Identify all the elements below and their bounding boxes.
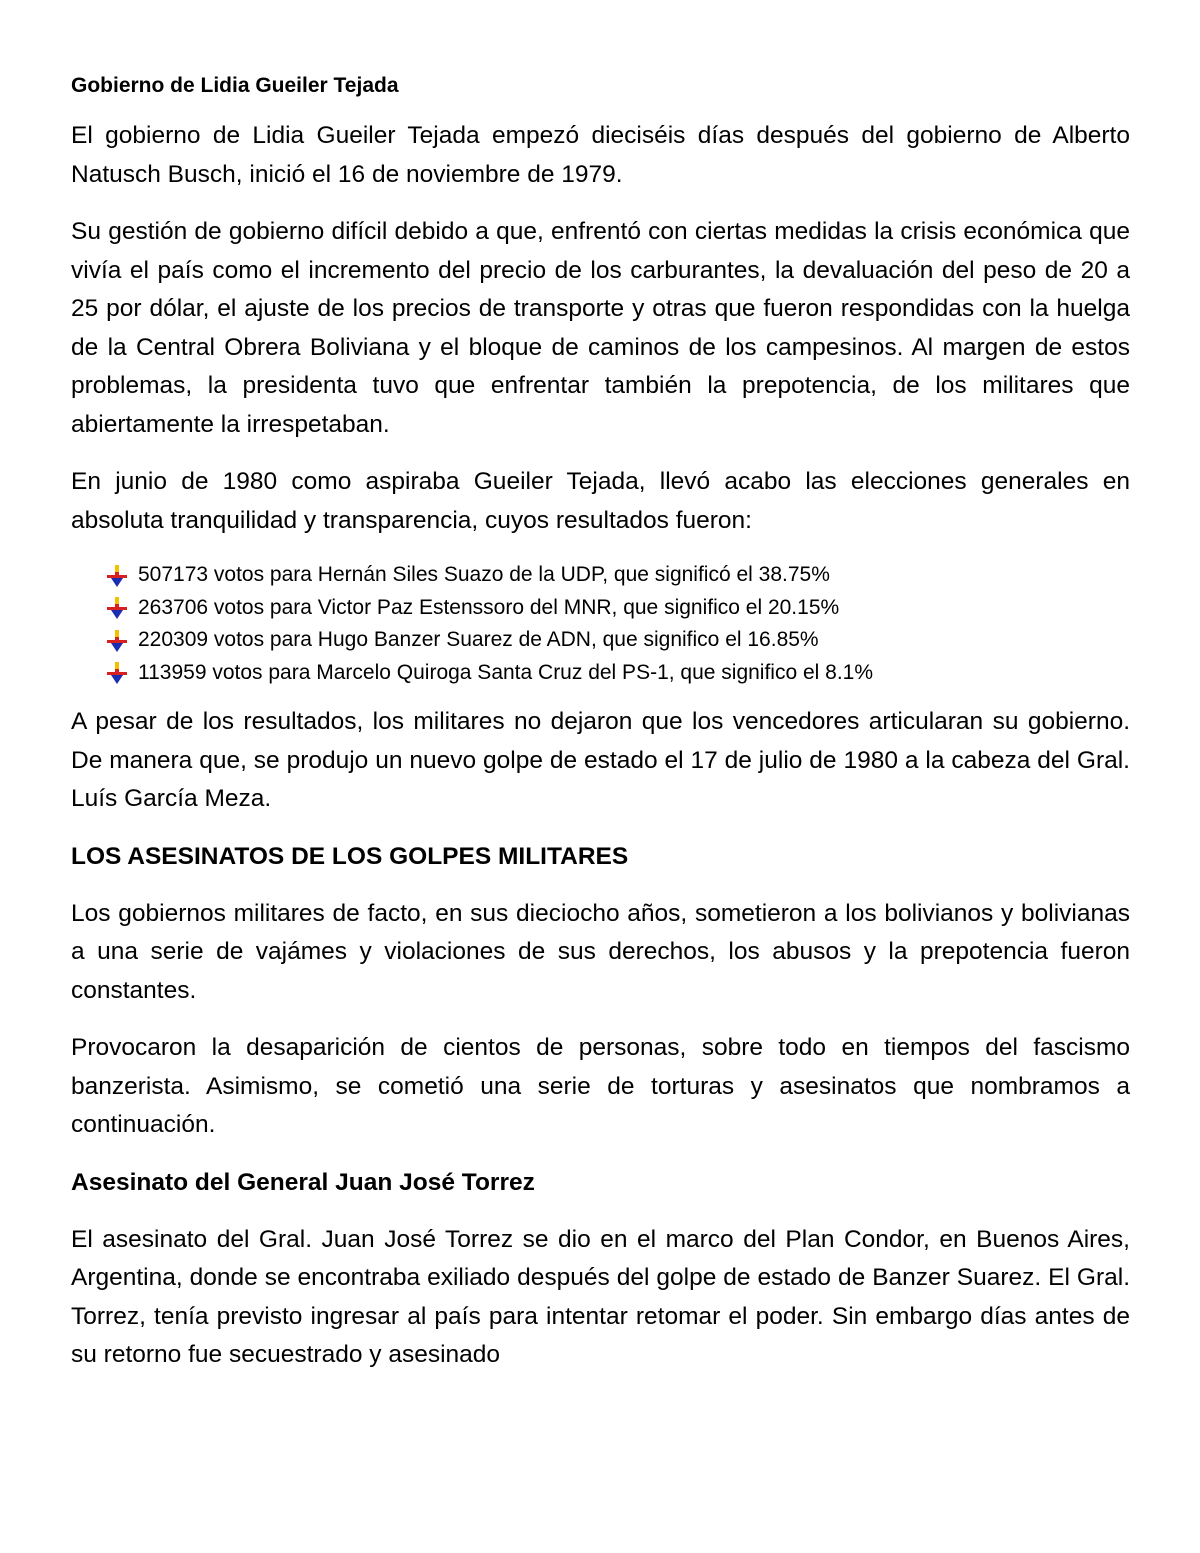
arrow-down-icon: [104, 563, 130, 589]
paragraph-torrez: El asesinato del Gral. Juan José Torrez se dio en el marco del Plan Condor, en Buenos Aires, Argentina, donde se encontraba exiliado después del golpe de estado de Banzer Suarez. El Gral. Torrez, tenía previsto ingresar al país para intentar retomar el poder. Sin embargo días antes de su retorno fue secuestrado y asesinado: [71, 1225, 1130, 1369]
section-heading-torrez: Asesinato del General Juan José Torrez: [71, 1168, 535, 1196]
result-text: 507173 votos para Hernán Siles Suazo de la UDP, que significó el 38.75%: [138, 563, 830, 587]
paragraph-golpe: A pesar de los resultados, los militares no dejaron que los vencedores articularan su gobierno. De manera que, se produjo un nuevo golpe de estado el 17 de julio de 1980 a la cabeza del Gral. Luís García Meza.: [71, 708, 1130, 813]
list-item: [104, 559, 1130, 592]
result-text: 113959 votos para Marcelo Quiroga Santa Cruz del PS-1, que significo el 8.1%: [138, 660, 874, 684]
arrow-down-icon: [104, 660, 130, 686]
arrow-down-icon: [104, 628, 130, 654]
list-item: [104, 592, 1130, 625]
paragraph-gobiernos-militares: Los gobiernos militares de facto, en sus dieciocho años, sometieron a los bolivianos y bolivianas a una serie de vajámes y violaciones de sus derechos, los abusos y la prepotencia fueron constantes.: [71, 899, 1130, 1004]
result-text: 263706 votos para Victor Paz Estenssoro del MNR, que significo el 20.15%: [138, 595, 840, 619]
paragraph-elecciones: En junio de 1980 como aspiraba Gueiler Tejada, llevó acabo las elecciones generales en absoluta tranquilidad y transparencia, cuyos resultados fueron:: [71, 468, 1130, 534]
section-heading-asesinatos: LOS ASESINATOS DE LOS GOLPES MILITARES: [71, 842, 629, 870]
result-text: 220309 votos para Hugo Banzer Suarez de ADN, que significo el 16.85%: [138, 628, 819, 652]
arrow-down-icon: [104, 595, 130, 621]
list-item: [104, 624, 1130, 657]
paragraph-desaparicion: Provocaron la desaparición de cientos de personas, sobre todo en tiempos del fascismo banzerista. Asimismo, se cometió una serie de torturas y asesinatos que nombramos a continuación.: [71, 1034, 1130, 1139]
election-results-list: [71, 559, 1130, 689]
paragraph-gestion: Su gestión de gobierno difícil debido a que, enfrentó con ciertas medidas la crisis económica que vivía el país como el incremento del precio de los carburantes, la devaluación del peso de 20 a 25 por dólar, el ajuste de los precios de transporte y otras que fueron respondidas con la huelga de la Central Obrera Boliviana y el bloque de caminos de los campesinos. Al margen de estos problemas, la presidenta tuvo que enfrentar también la prepotencia, de los militares que abiertamente la irrespetaban.: [71, 218, 1130, 438]
document-title: Gobierno de Lidia Gueiler Tejada: [71, 74, 399, 97]
list-item: [104, 657, 1130, 690]
paragraph-intro: El gobierno de Lidia Gueiler Tejada empezó dieciséis días después del gobierno de Alberto Natusch Busch, inició el 16 de noviembre de 1979.: [71, 122, 1130, 188]
